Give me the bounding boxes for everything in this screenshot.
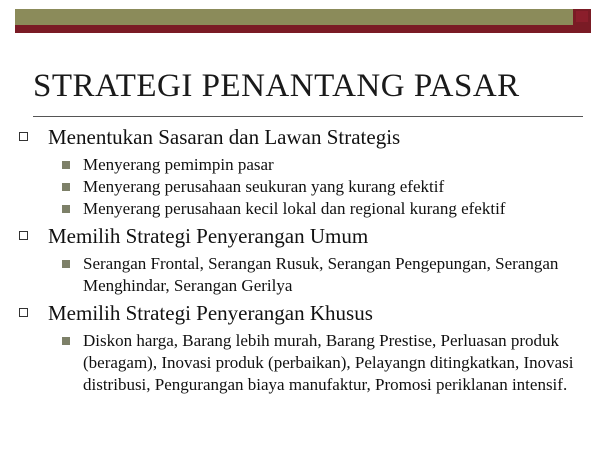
hollow-square-icon bbox=[19, 132, 28, 141]
list-item bbox=[0, 198, 593, 220]
filled-square-icon bbox=[62, 260, 70, 268]
section-heading bbox=[0, 223, 600, 250]
section-heading bbox=[0, 300, 600, 327]
list-item-text: Menyerang perusahaan kecil lokal dan regional kurang efektif bbox=[83, 199, 506, 218]
section-heading-text: Memilih Strategi Penyerangan Umum bbox=[48, 224, 369, 248]
section-heading-text: Memilih Strategi Penyerangan Khusus bbox=[48, 301, 373, 325]
slide-body bbox=[0, 124, 600, 396]
list-item-text: Menyerang pemimpin pasar bbox=[83, 155, 274, 174]
list-item-text: Diskon harga, Barang lebih murah, Barang Prestise, Perluasan produk (beragam), Inovasi produk (perbaikan), Pelayangn ditingkatkan, Inovasi distribusi, Pengurangan biaya manufaktur, Promosi periklanan intensif. bbox=[83, 331, 574, 394]
list-item-text: Menyerang perusahaan seukuran yang kurang efektif bbox=[83, 177, 445, 196]
filled-square-icon bbox=[62, 205, 70, 213]
header-corner-accent bbox=[576, 11, 588, 22]
header-band-red bbox=[15, 25, 573, 33]
hollow-square-icon bbox=[19, 308, 28, 317]
title-divider bbox=[33, 116, 583, 117]
filled-square-icon bbox=[62, 337, 70, 345]
list-item bbox=[0, 154, 593, 176]
list-item bbox=[0, 330, 593, 396]
filled-square-icon bbox=[62, 161, 70, 169]
section-heading-text: Menentukan Sasaran dan Lawan Strategis bbox=[48, 125, 401, 149]
list-item bbox=[0, 176, 593, 198]
list-item-text: Serangan Frontal, Serangan Rusuk, Serangan Pengepungan, Serangan Menghindar, Serangan Gerilya bbox=[83, 254, 559, 295]
section-heading bbox=[0, 124, 600, 151]
header-band-olive bbox=[15, 9, 573, 25]
slide-title: STRATEGI PENANTANG PASAR bbox=[33, 68, 520, 104]
list-item bbox=[0, 253, 593, 297]
filled-square-icon bbox=[62, 183, 70, 191]
hollow-square-icon bbox=[19, 231, 28, 240]
